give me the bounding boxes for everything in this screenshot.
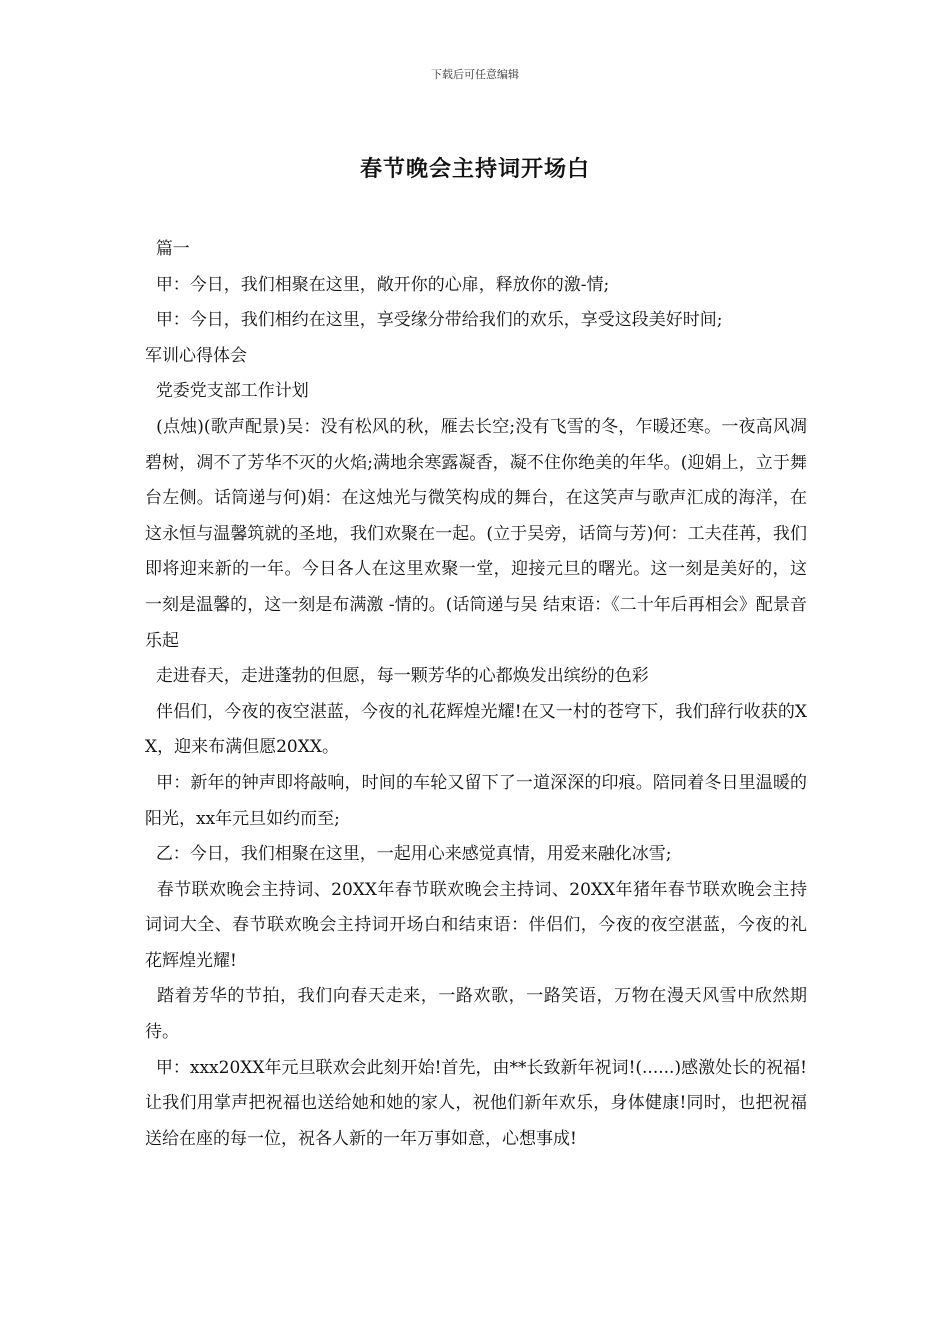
page-title: 春节晚会主持词开场白 xyxy=(359,157,590,182)
paragraph-dianzhu: (点烛)(歌声配景)吴：没有松风的秋，雁去长空;没有飞雪的冬，乍暖还寒。一夜高风凋碧树，凋不了芳华不灭的火焰;满地余寒露凝香，凝不住你绝美的年华。(迎娟上，立于舞台左侧。话筒递与何)娟：在这烛光与微笑构成的舞台，在这笑声与歌声汇成的海洋，在这永恒与温馨筑就的圣地，我们欢聚在一起。(立于吴旁，话筒与芳)何：工夫荏苒，我们即将迎来新的一年。今日各人在这里欢聚一堂，迎接元旦的曙光。这一刻是美好的，这一刻是温馨的，这一刻是布满激 -情的。(话筒递与吴 结束语：《二十年后再相会》配景音乐起 xyxy=(145,416,807,651)
paragraph-taizhe: 踏着芳华的节拍，我们向春天走来，一路欢歌，一路笑语，万物在漫天风雪中欣然期待。 xyxy=(145,986,808,1043)
header-note: 下载后可任意编辑 xyxy=(431,68,519,81)
paragraph-jia-1: 甲：今日，我们相聚在这里，敞开你的心扉，释放你的激-情; xyxy=(145,274,610,295)
paragraph-yi: 乙：今日，我们相聚在这里，一起用心来感觉真情，用爱来融化冰雪; xyxy=(145,844,672,865)
document-body xyxy=(145,232,807,1157)
paragraph-junxun: 军训心得体会 xyxy=(145,345,247,366)
paragraph-dangwei: 党委党支部工作计划 xyxy=(145,381,309,402)
paragraph-zoujin: 走进春天，走进蓬勃的但愿，每一颗芳华的心都焕发出缤纷的色彩 xyxy=(145,666,649,687)
paragraph-chunjie: 春节联欢晚会主持词、20XX年春节联欢晚会主持词、20XX年猪年春节联欢晚会主持词词大全、春节联欢晚会主持词开场白和结束语：伴侣们，今夜的夜空湛蓝，今夜的礼花辉煌光耀! xyxy=(145,879,807,971)
paragraph-jia-3: 甲：新年的钟声即将敲响，时间的车轮又留下了一道深深的印痕。陪同着冬日里温暖的阳光，xx年元旦如约而至; xyxy=(145,772,807,829)
paragraph-pian-yi: 篇一 xyxy=(145,239,190,259)
paragraph-jia-4: 甲：xxx20XX年元旦联欢会此刻开始!首先，由**长致新年祝词!(......)感激处长的祝福!让我们用掌声把祝福也送给她和她的家人，祝他们新年欢乐，身体健康!同时，也把祝福送给在座的每一位，祝各人新的一年万事如意，心想事成! xyxy=(145,1057,808,1149)
paragraph-jia-2: 甲：今日，我们相约在这里，享受缘分带给我们的欢乐，享受这段美好时间; xyxy=(145,310,723,331)
paragraph-banlv: 伴侣们，今夜的夜空湛蓝，今夜的礼花辉煌光耀!在又一村的苍穹下，我们辞行收获的XX，迎来布满但愿20XX。 xyxy=(145,701,808,758)
